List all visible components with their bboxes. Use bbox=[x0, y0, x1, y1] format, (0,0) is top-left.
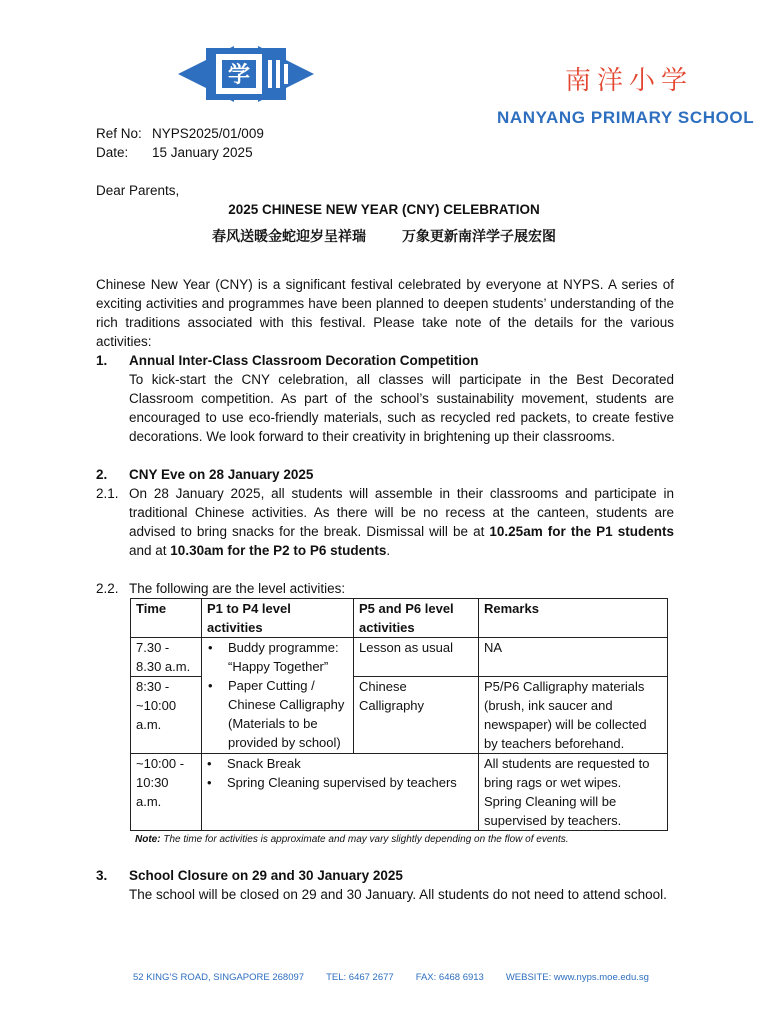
reference-block bbox=[96, 124, 264, 162]
paragraph-number: 2.2. bbox=[96, 581, 119, 596]
column-header: Time bbox=[131, 599, 202, 638]
p1-dismissal-time: 10.25am for the P1 students bbox=[489, 524, 674, 539]
footer-website[interactable]: WEBSITE: www.nyps.moe.edu.sg bbox=[505, 972, 649, 983]
date-label: Date: bbox=[96, 145, 129, 160]
time-cell: 8:30 - ~10:00 a.m. bbox=[131, 677, 202, 754]
p5-p6-activities-cell: Lesson as usual bbox=[354, 638, 479, 677]
all-levels-activities-cell bbox=[202, 754, 479, 831]
letter-title: 2025 CHINESE NEW YEAR (CNY) CELEBRATION bbox=[228, 202, 540, 217]
footer-fax: FAX: 6468 6913 bbox=[415, 972, 484, 983]
letterhead bbox=[170, 36, 755, 127]
paragraph-number: 2.1. bbox=[96, 486, 119, 501]
section-number: 1. bbox=[96, 353, 108, 368]
p2-p6-dismissal-time: 10.30am for the P2 to P6 students bbox=[170, 543, 387, 558]
school-name-english: NANYANG PRIMARY SCHOOL bbox=[497, 108, 755, 127]
ref-value: NYPS2025/01/009 bbox=[152, 126, 264, 141]
section-2-1-body: On 28 January 2025, all students will assemble in their classrooms and participate in traditional Chinese activities. As there will be no recess at the canteen, students are advised to bring snacks for the break. Dismissal will be at 10.25am for the P1 students and at 10.30am for the P2 to P6 students. bbox=[129, 486, 674, 558]
logo-character: 学 bbox=[227, 63, 251, 88]
footer-address: 52 KING’S ROAD, SINGAPORE 268097 bbox=[133, 972, 305, 983]
contact-footer bbox=[133, 968, 649, 987]
remarks-cell: P5/P6 Calligraphy materials (brush, ink saucer and newspaper) will be collected by teachers beforehand. bbox=[479, 677, 668, 754]
list-item: • Spring Cleaning supervised by teachers bbox=[207, 775, 457, 790]
intro-paragraph: Chinese New Year (CNY) is a significant festival celebrated by everyone at NYPS. A series of exciting activities and programmes have been planned to deepen students’ understanding of the rich traditions associated with this festival. Please take note of the details for the various activities: bbox=[96, 277, 674, 349]
section-2-heading bbox=[96, 465, 313, 484]
table-note bbox=[135, 830, 569, 849]
table-row bbox=[131, 754, 668, 831]
section-3-heading bbox=[96, 866, 403, 885]
school-logo bbox=[176, 40, 316, 108]
column-header: Remarks bbox=[479, 599, 668, 638]
section-title: School Closure on 29 and 30 January 2025 bbox=[129, 868, 403, 883]
section-1-heading bbox=[96, 351, 479, 370]
chinese-couplet bbox=[96, 228, 672, 247]
remarks-cell: All students are requested to bring rags or wet wipes. Spring Cleaning will be supervised by teachers. bbox=[479, 754, 668, 831]
section-title: Annual Inter-Class Classroom Decoration Competition bbox=[129, 353, 479, 368]
remarks-cell: NA bbox=[479, 638, 668, 677]
p5-p6-activities-cell: Chinese Calligraphy bbox=[354, 677, 479, 754]
section-number: 3. bbox=[96, 868, 108, 883]
table-header-row bbox=[131, 599, 668, 638]
list-item: • Paper Cutting / Chinese Calligraphy (Materials to be provided by school) bbox=[208, 678, 345, 750]
couplet-right: 万象更新南洋学子展宏图 bbox=[402, 229, 556, 245]
time-cell: 7.30 - 8.30 a.m. bbox=[131, 638, 202, 677]
date-value: 15 January 2025 bbox=[152, 145, 253, 160]
couplet-left: 春风送暖金蛇迎岁呈祥瑞 bbox=[212, 229, 366, 245]
table-row bbox=[131, 638, 668, 677]
note-label: Note: bbox=[135, 834, 161, 845]
section-number: 2. bbox=[96, 467, 108, 482]
ref-label: Ref No: bbox=[96, 126, 142, 141]
section-2-2-body: The following are the level activities: bbox=[129, 581, 346, 596]
section-1-body: To kick-start the CNY celebration, all classes will participate in the Best Decorated Classroom competition. As part of the school’s sustainability movement, students are encouraged to use eco-friendly materials, such as recycled red packets, to create festive decorations. We look forward to their creativity in brightening up their classrooms. bbox=[129, 372, 674, 444]
date-row bbox=[96, 143, 264, 162]
note-text: The time for activities is approximate and may vary slightly depending on the flow of events. bbox=[160, 834, 569, 845]
p1-p4-activities-cell bbox=[202, 638, 354, 754]
section-title: CNY Eve on 28 January 2025 bbox=[129, 467, 314, 482]
footer-tel: TEL: 6467 2677 bbox=[326, 972, 394, 983]
time-cell: ~10:00 - 10:30 a.m. bbox=[131, 754, 202, 831]
ref-row bbox=[96, 124, 264, 143]
level-activities-table bbox=[130, 598, 668, 831]
column-header: P1 to P4 level activities bbox=[202, 599, 354, 638]
school-name-chinese: 南洋小学 bbox=[565, 66, 694, 96]
salutation: Dear Parents, bbox=[96, 183, 180, 198]
list-item: • Buddy programme: “Happy Together” bbox=[208, 640, 339, 674]
column-header: P5 and P6 level activities bbox=[354, 599, 479, 638]
section-3-body: The school will be closed on 29 and 30 January. All students do not need to attend school. bbox=[129, 887, 667, 902]
list-item: • Snack Break bbox=[207, 756, 301, 771]
